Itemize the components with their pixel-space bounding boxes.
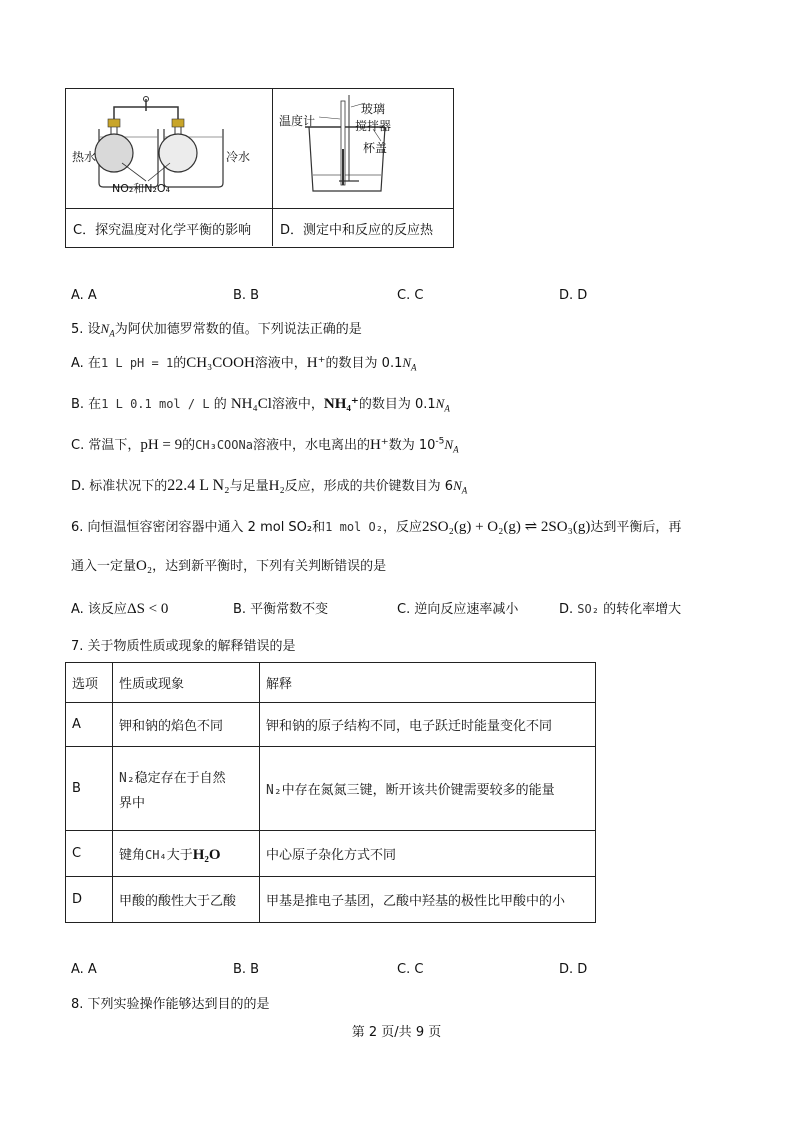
table-row: [66, 831, 596, 877]
q5-option-d[interactable]: D. 标准状况下的22.4 L N₂与足量H₂反应，形成的共价键数目为 $6N_A$: [71, 477, 468, 496]
table-row: [66, 747, 596, 831]
stirrer-label-1: 玻璃: [361, 102, 386, 116]
q5-option-c[interactable]: C. 常温下，pH = 9的CH₃COONa溶液中，水电离出的H⁺数为 $10^{-5}N_A$: [71, 436, 459, 455]
q4-option-a[interactable]: A. A: [71, 288, 97, 303]
q8-stem: 8. 下列实验操作能够达到目的的是: [71, 997, 270, 1012]
experiment-c-caption: C．探究温度对化学平衡的影响: [73, 223, 252, 238]
row-option: B: [66, 747, 113, 831]
q4-option-b[interactable]: B. B: [233, 288, 260, 303]
header-option: 选项: [66, 663, 113, 703]
table-row: [66, 703, 596, 747]
row-property: N₂稳定存在于自然 界中: [113, 747, 260, 831]
q5-option-a[interactable]: A. 在1 L pH = 1的CH₃COOH溶液中，H⁺的数目为 $0.1N_A$: [71, 355, 417, 373]
q5-stem: 5. 设$N_A$为阿伏加德罗常数的值。下列说法正确的是: [71, 321, 362, 339]
row-property: 甲酸的酸性大于乙酸: [113, 877, 260, 923]
row-explanation: 甲基是推电子基团，乙酸中羟基的极性比甲酸中的小: [260, 877, 596, 923]
q7-option-a[interactable]: A. A: [71, 962, 97, 977]
row-option: A: [66, 703, 113, 747]
thermometer-label: 温度计: [279, 114, 316, 128]
q7-option-d[interactable]: D. D: [559, 962, 588, 977]
header-property: 性质或现象: [113, 663, 260, 703]
q7-option-c[interactable]: C. C: [397, 962, 424, 977]
q6-option-d[interactable]: D. SO₂ 的转化率增大: [559, 602, 682, 617]
row-option: D: [66, 877, 113, 923]
q6-option-c[interactable]: C. 逆向反应速率减小: [397, 602, 519, 617]
row-explanation: 钾和钠的原子结构不同，电子跃迁时能量变化不同: [260, 703, 596, 747]
q6-stem-line-1: 6. 向恒温恒容密闭容器中通入 2 mol SO₂和1 mol O₂，反应2SO₂(g) + O₂(g) ⇌ 2SO₃(g)达到平衡后，再: [71, 519, 682, 535]
page-footer: 第 2 页/共 9 页: [351, 1025, 442, 1040]
gas-label: NO₂和N₂O₄: [112, 182, 171, 195]
row-explanation: 中心原子杂化方式不同: [260, 831, 596, 877]
stirrer-label-2: 搅拌器: [355, 119, 392, 133]
q7-option-b[interactable]: B. B: [233, 962, 260, 977]
row-property: 钾和钠的焰色不同: [113, 703, 260, 747]
lid-label: 杯盖: [363, 141, 388, 155]
row-explanation: N₂中存在氮氮三键，断开该共价键需要较多的能量: [260, 747, 596, 831]
q6-option-b[interactable]: B. 平衡常数不变: [233, 602, 329, 617]
row-option: C: [66, 831, 113, 877]
experiment-d-caption: D．测定中和反应的反应热: [280, 223, 434, 238]
cold-water-label: 冷水: [226, 150, 251, 164]
q7-table: [65, 662, 596, 923]
q5-option-b[interactable]: B. 在1 L 0.1 mol / L 的 NH₄Cl溶液中，NH₄⁺的数目为 $0.1N_A$: [71, 396, 450, 414]
table-divider: [65, 208, 453, 209]
row-property: 键角CH₄大于H₂O: [113, 831, 260, 877]
q6-stem-line-2: 通入一定量O₂，达到新平衡时，下列有关判断错误的是: [71, 558, 387, 574]
q4-option-c[interactable]: C. C: [397, 288, 424, 303]
q4-option-d[interactable]: D. D: [559, 288, 588, 303]
hot-water-label: 热水: [72, 150, 97, 164]
table-header-row: [66, 663, 596, 703]
q7-stem: 7. 关于物质性质或现象的解释错误的是: [71, 639, 296, 654]
header-explanation: 解释: [260, 663, 596, 703]
table-row: [66, 877, 596, 923]
q6-option-a[interactable]: A. 该反应ΔS < 0: [71, 601, 169, 617]
